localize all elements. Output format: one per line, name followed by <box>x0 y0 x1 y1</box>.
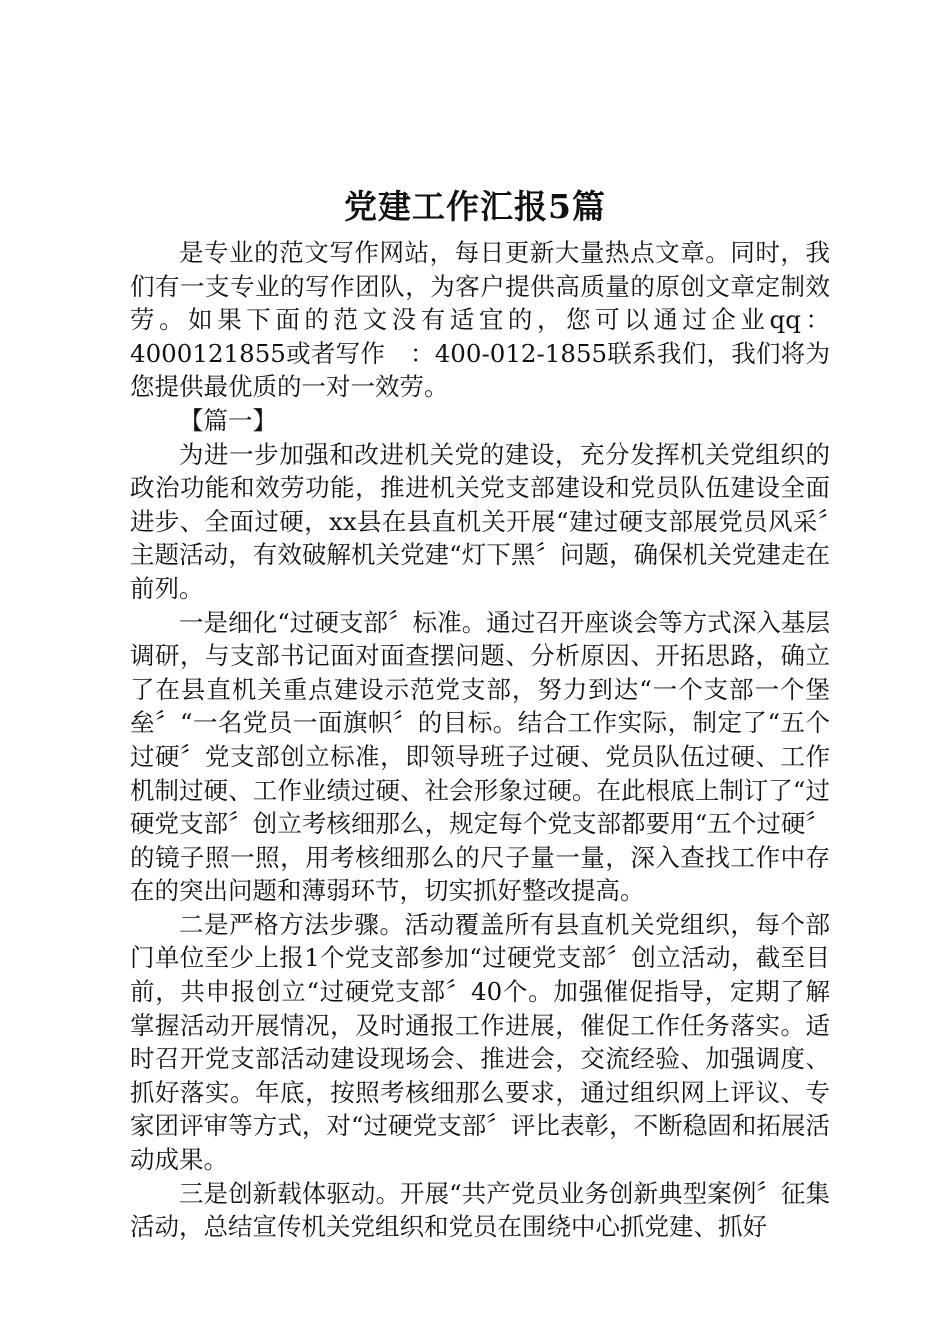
intro-paragraph: 是专业的范文写作网站，每日更新大量热点文章。同时，我们有一支专业的写作团队，为客户提供高质量的原创文章定制效劳。如果下面的范文没有适宜的，您可以通过企业qq：4000121855或者写作 ：400-012-1855联系我们，我们将为您提供最优质的一对一效劳。 <box>130 238 830 402</box>
body-paragraph: 为进一步加强和改进机关党的建设，充分发挥机关党组织的政治功能和效劳功能，推进机关党支部建设和党员队伍建设全面进步、全面过硬，xx县在县直机关开展“建过硬支部展党员风采〞主题活动，有效破解机关党建“灯下黑〞问题，确保机关党建走在前列。 <box>130 439 830 603</box>
document-body <box>130 236 830 1244</box>
body-paragraph: 二是严格方法步骤。活动覆盖所有县直机关党组织，每个部门单位至少上报1个党支部参加“过硬党支部〞创立活动，截至目前，共申报创立“过硬党支部〞40个。加强催促指导，定期了解掌握活动开展情况，及时通报工作进展，催促工作任务落实。适时召开党支部活动建设现场会、推进会，交流经验、加强调度、抓好落实。年底，按照考核细那么要求，通过组织网上评议、专家团评审等方式，对“过硬党支部〞评比表彰，不断稳固和拓展活动成果。 <box>130 909 830 1175</box>
body-paragraph: 三是创新载体驱动。开展“共产党员业务创新典型案例〞征集活动，总结宣传机关党组织和党员在围绕中心抓党建、抓好 <box>130 1178 830 1242</box>
section-label: 【篇一】 <box>179 405 277 435</box>
document-title: 党建工作汇报5篇 <box>344 187 606 226</box>
body-paragraph: 一是细化“过硬支部〞标准。通过召开座谈会等方式深入基层调研，与支部书记面对面查摆问题、分析原因、开拓思路，确立了在县直机关重点建设示范党支部，努力到达“一个支部一个堡垒〞“一名党员一面旗帜〞的目标。结合工作实际，制定了“五个过硬〞党支部创立标准，即领导班子过硬、党员队伍过硬、工作机制过硬、工作业绩过硬、社会形象过硬。在此根底上制订了“过硬党支部〞创立考核细那么，规定每个党支部都要用“五个过硬〞的镜子照一照，用考核细那么的尺子量一量，深入查找工作中存在的突出问题和薄弱环节，切实抓好整改提高。 <box>130 607 830 906</box>
